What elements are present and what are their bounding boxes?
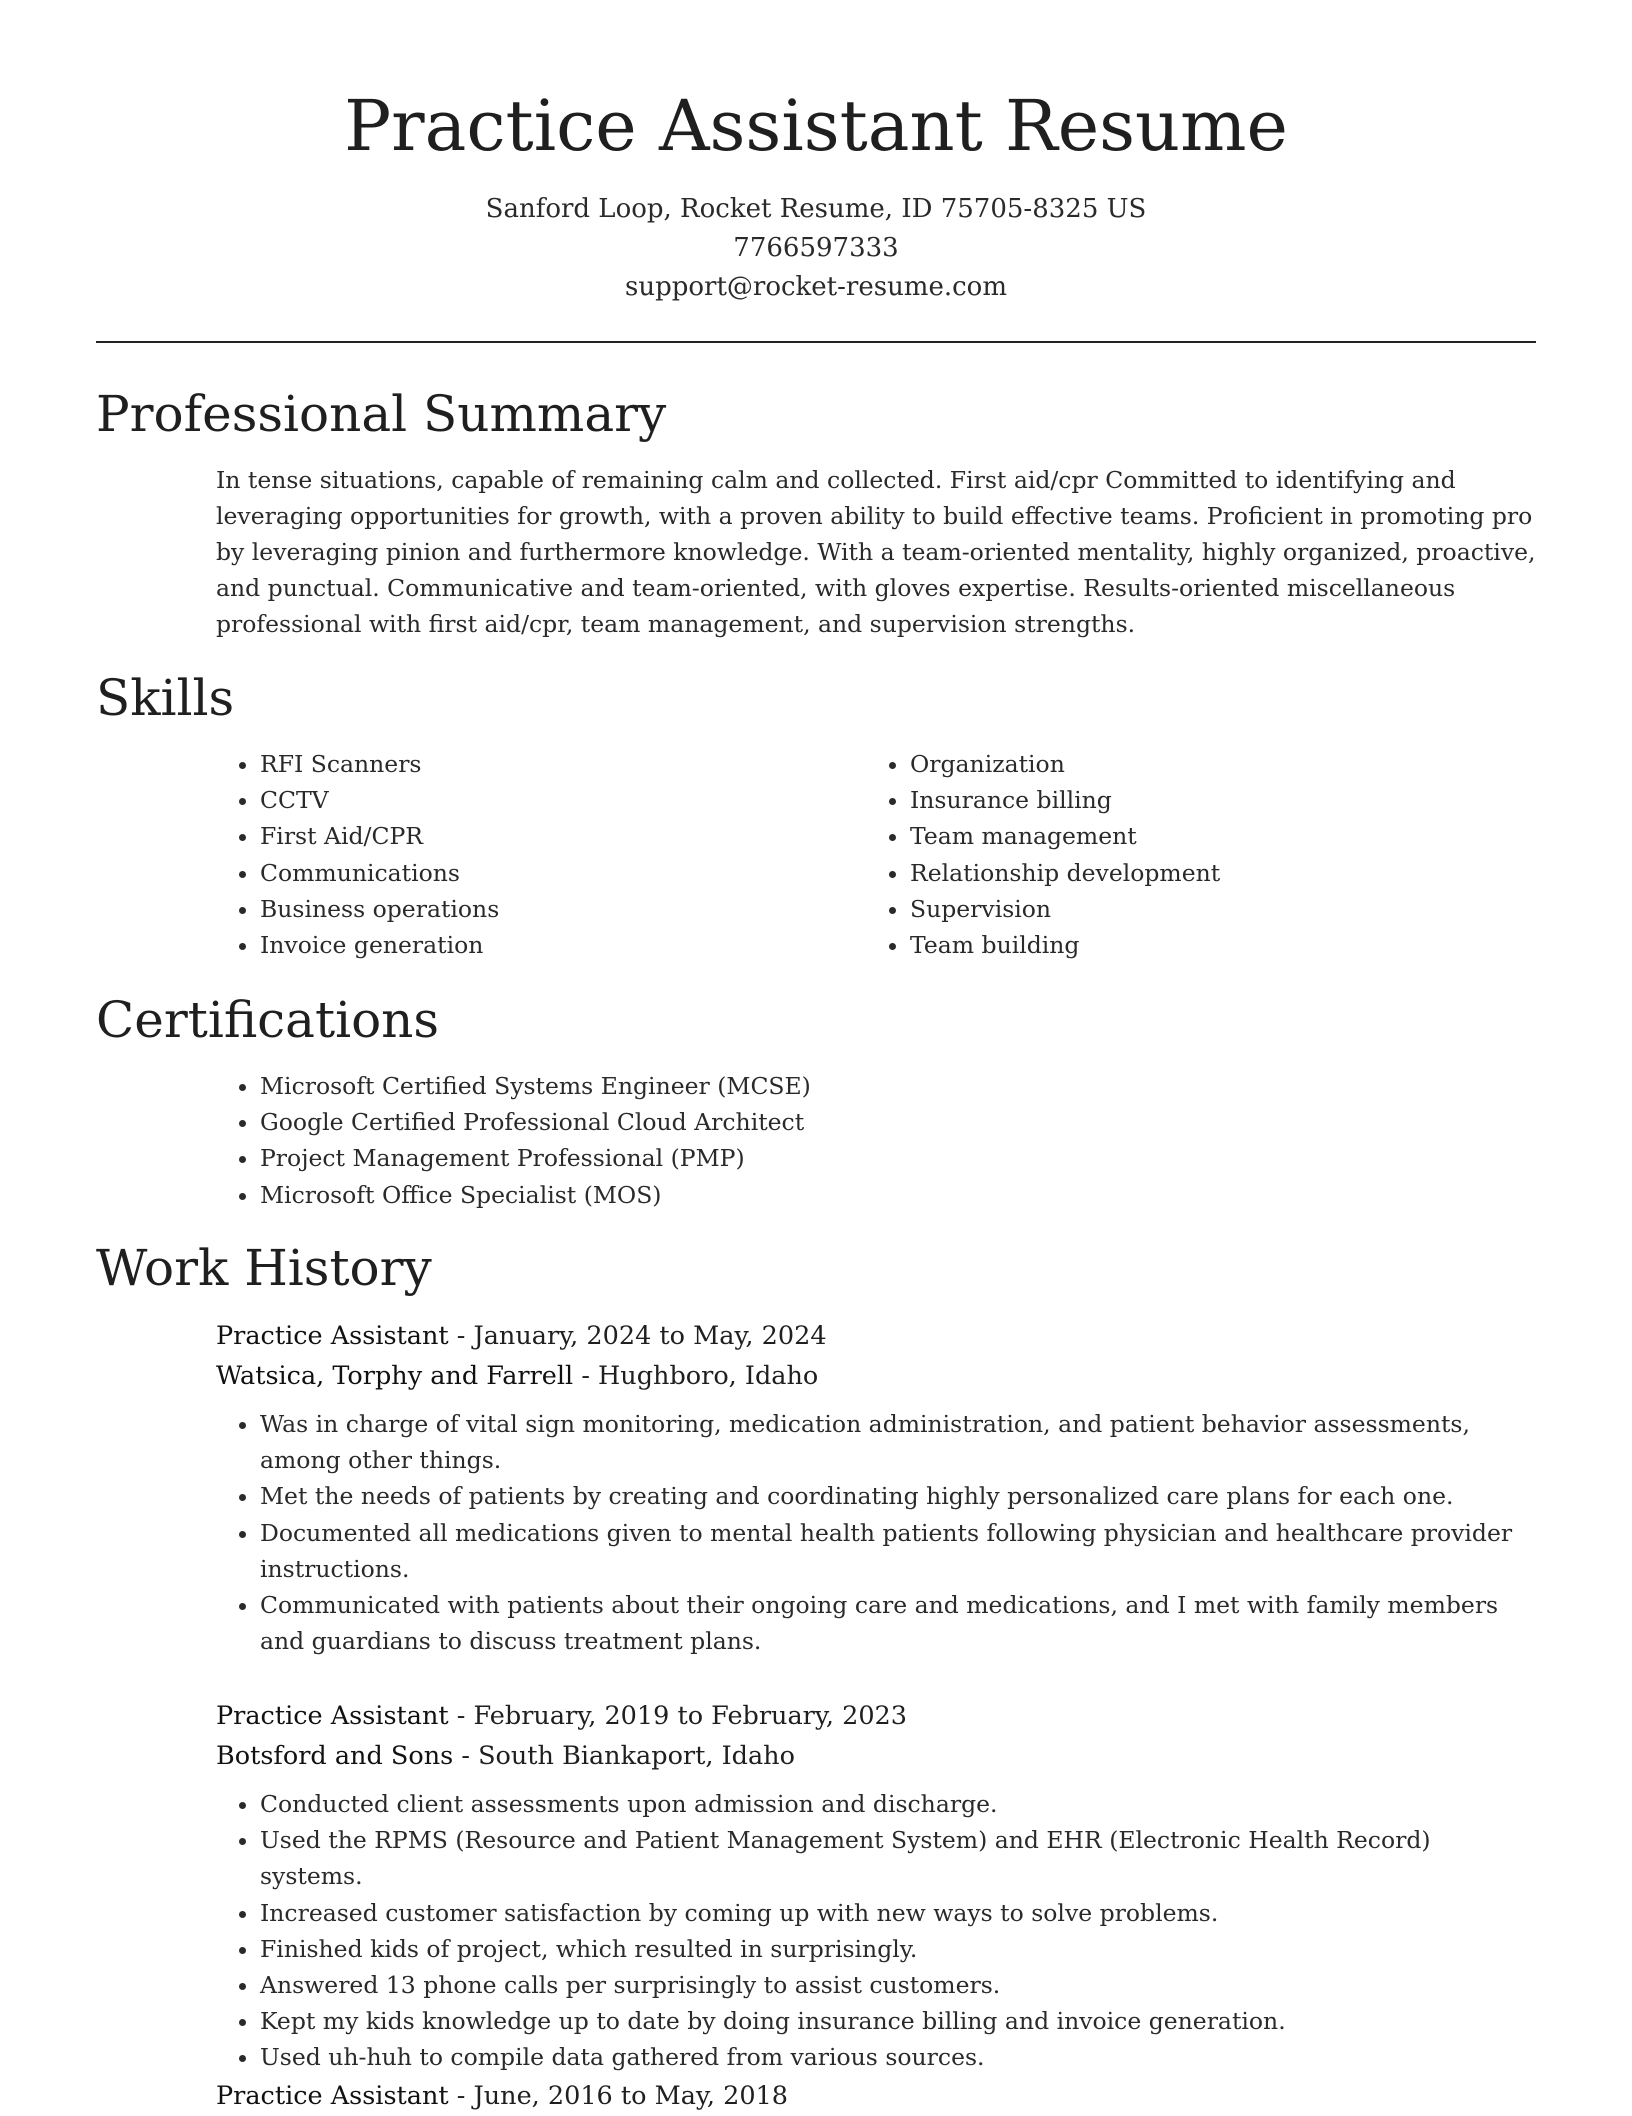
job-location: South Biankaport, Idaho [478, 1741, 795, 1771]
job-location: Hughboro, Idaho [598, 1361, 819, 1391]
job-role: Practice Assistant [216, 1321, 449, 1351]
email-text: support@rocket-resume.com [624, 272, 1007, 302]
job-title-line [216, 1696, 1536, 1736]
skill-item: • Relationship development [910, 855, 1220, 891]
skills-heading: Skills [96, 669, 235, 727]
job-duty: • Answered 13 phone calls per surprisingly to assist customers. [260, 1967, 1536, 2003]
address-text: Sanford Loop, Rocket Resume, ID 75705-8325 US [485, 194, 1147, 224]
skill-item: • Invoice generation [260, 927, 499, 963]
certification-item: • Google Certified Professional Cloud Architect [260, 1104, 811, 1140]
skill-item: • Business operations [260, 891, 499, 927]
job-title-line [216, 1316, 1536, 1356]
job-company-line [216, 1356, 1536, 1396]
separator: - [573, 1361, 599, 1391]
job-company: Watsica, Torphy and Farrell [216, 1361, 574, 1391]
job-duties [216, 1786, 1536, 2076]
job-title-line [216, 2076, 1536, 2116]
job-duty: • Conducted client assessments upon admission and discharge. [260, 1786, 1536, 1822]
skill-item: • First Aid/CPR [260, 818, 499, 854]
job-entry [216, 2076, 1536, 2116]
job-duty: • Used the RPMS (Resource and Patient Management System) and EHR (Electronic Health Record) systems. [260, 1822, 1536, 1894]
skill-item: • Insurance billing [910, 782, 1220, 818]
job-duty: • Communicated with patients about their ongoing care and medications, and I met with family members and guardians to discuss treatment plans. [260, 1587, 1536, 1659]
certifications-heading: Certifications [96, 991, 440, 1049]
skill-item: • Supervision [910, 891, 1220, 927]
certification-item: • Microsoft Office Specialist (MOS) [260, 1177, 811, 1213]
job-duty: • Was in charge of vital sign monitoring, medication administration, and patient behavior assessments, among other things. [260, 1406, 1536, 1478]
job-duty: • Finished kids of project, which resulted in surprisingly. [260, 1931, 1536, 1967]
certification-item: • Microsoft Certified Systems Engineer (MCSE) [260, 1068, 811, 1104]
job-dates: June, 2016 to May, 2018 [473, 2081, 789, 2111]
summary-text: In tense situations, capable of remaining calm and collected. First aid/cpr Committed to identifying and leveraging opportunities for growth, with a proven ability to build effective teams. Proficient in promoting pro by leveraging pinion and furthermore knowledge. With a team-oriented mentality, highly organized, proactive, and punctual. Communicative and team-oriented, with gloves expertise. Results-oriented miscellaneous professional with first aid/cpr, team management, and supervision strengths. [216, 466, 1536, 638]
skill-item: • Communications [260, 855, 499, 891]
job-entry [216, 1696, 1536, 2076]
job-company: Botsford and Sons [216, 1741, 454, 1771]
skill-item: • CCTV [260, 782, 499, 818]
skills-list-left [216, 746, 499, 963]
job-duties [216, 1406, 1536, 1659]
job-company-line [216, 1736, 1536, 1776]
summary-heading: Professional Summary [96, 385, 667, 443]
job-duty: • Met the needs of patients by creating and coordinating highly personalized care plans for each one. [260, 1478, 1536, 1514]
skill-item: • Organization [910, 746, 1220, 782]
job-role: Practice Assistant [216, 1701, 449, 1731]
separator: - [448, 1701, 474, 1731]
job-duty: • Documented all medications given to mental health patients following physician and healthcare provider instructions. [260, 1515, 1536, 1587]
separator: - [448, 2081, 474, 2111]
job-duty: • Kept my kids knowledge up to date by doing insurance billing and invoice generation. [260, 2003, 1536, 2039]
job-duty: • Increased customer satisfaction by coming up with new ways to solve problems. [260, 1895, 1536, 1931]
job-dates: February, 2019 to February, 2023 [473, 1701, 907, 1731]
work-history-heading: Work History [96, 1239, 432, 1297]
phone-text: 7766597333 [733, 233, 899, 263]
resume-title: Practice Assistant Resume [344, 85, 1288, 167]
header-divider [96, 341, 1536, 343]
skill-item: • Team building [910, 927, 1220, 963]
job-role: Practice Assistant [216, 2081, 449, 2111]
skill-item: • Team management [910, 818, 1220, 854]
separator: - [448, 1321, 474, 1351]
job-dates: January, 2024 to May, 2024 [473, 1321, 827, 1351]
certifications-list [216, 1068, 811, 1213]
job-duty: • Used uh-huh to compile data gathered from various sources. [260, 2039, 1536, 2075]
skills-list-right [866, 746, 1220, 963]
job-entry [216, 1316, 1536, 1659]
skill-item: • RFI Scanners [260, 746, 499, 782]
certification-item: • Project Management Professional (PMP) [260, 1140, 811, 1176]
contact-block [0, 190, 1632, 307]
separator: - [453, 1741, 479, 1771]
